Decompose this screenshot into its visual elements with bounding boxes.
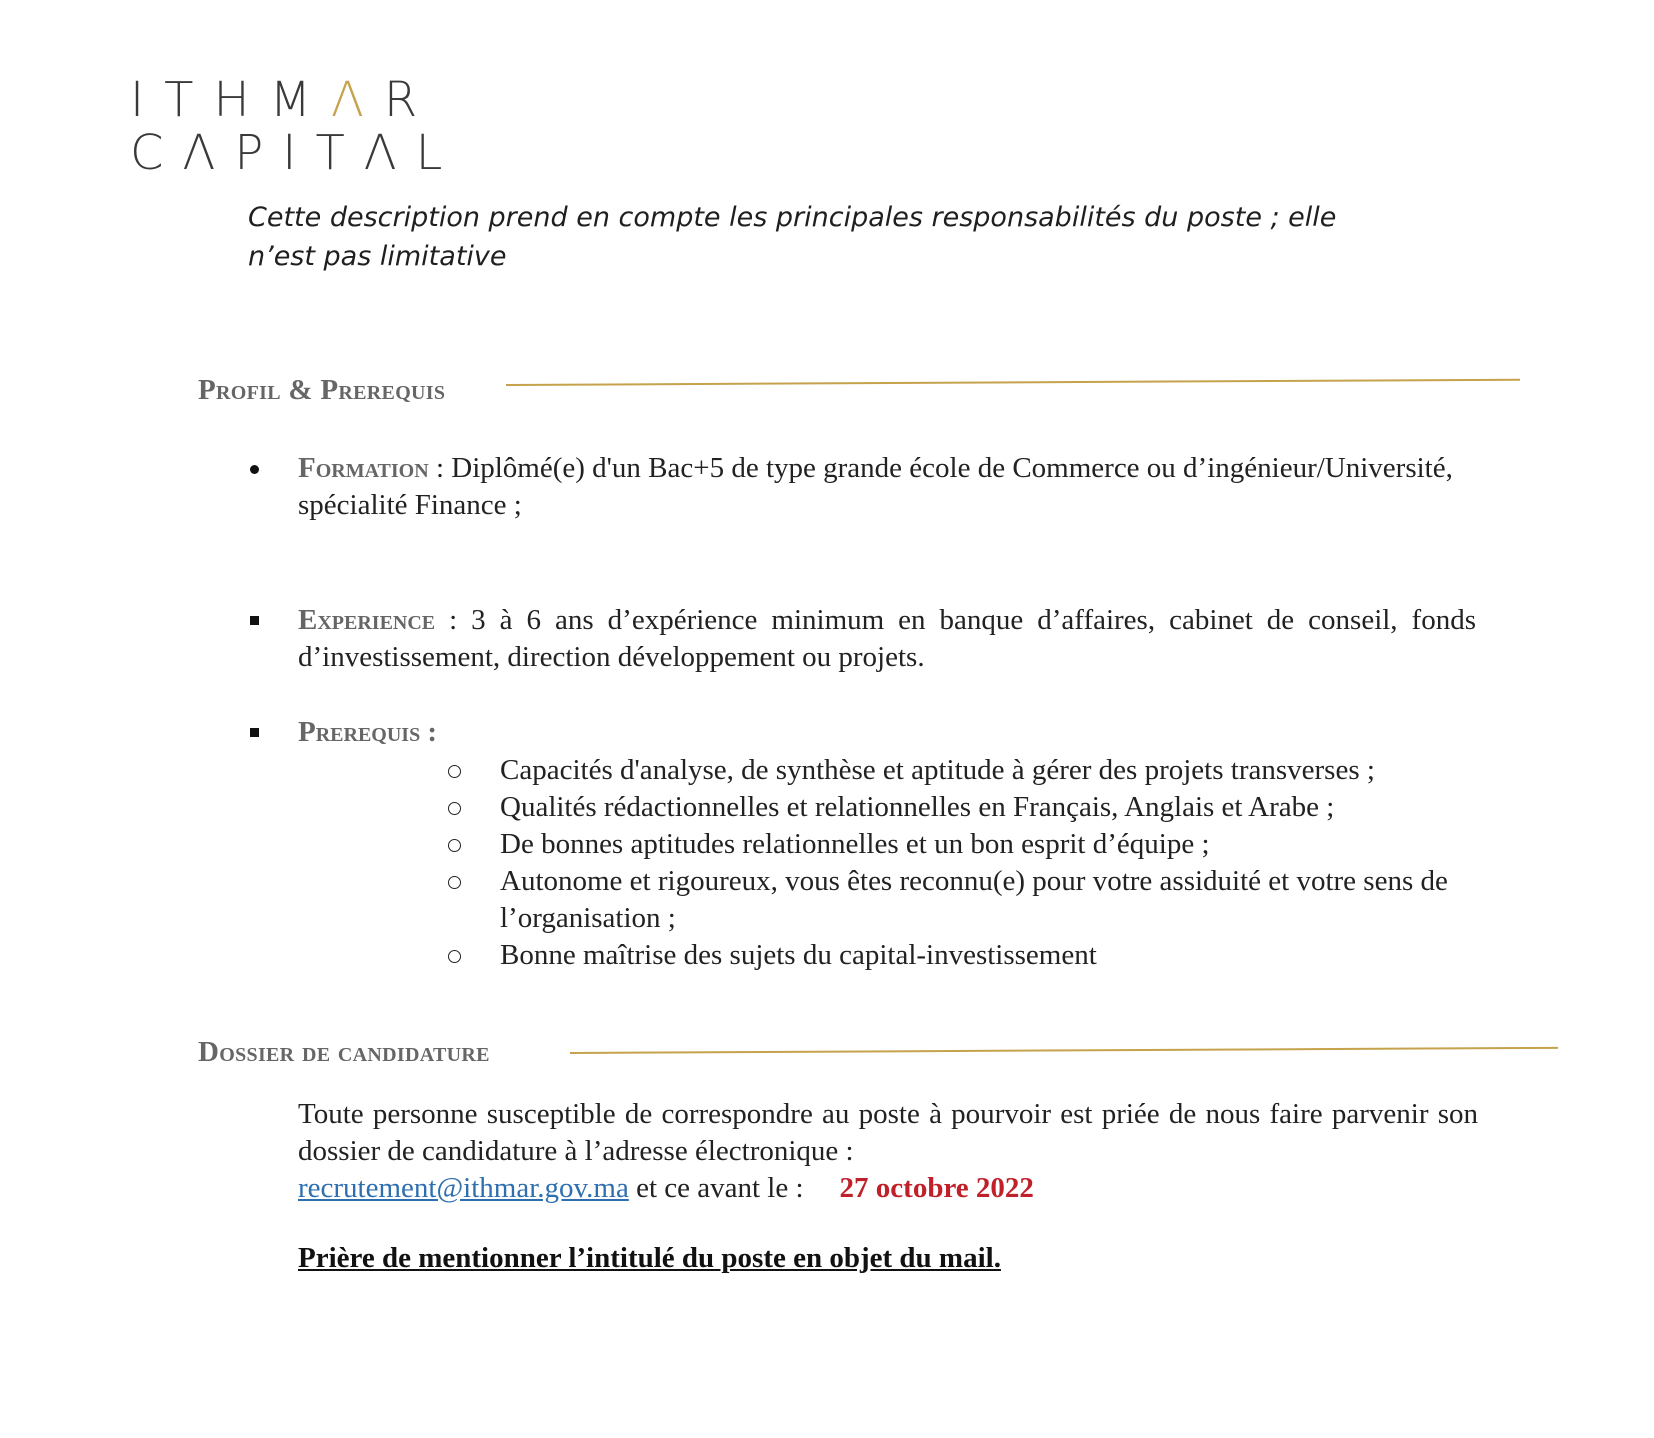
candidature-contact-line [298, 1170, 1478, 1207]
deadline-date: 27 octobre 2022 [839, 1172, 1034, 1204]
ithmar-capital-logo [130, 72, 462, 181]
bullet-experience [246, 602, 1476, 676]
list-item: De bonnes aptitudes relationnelles et un bon esprit d’équipe ; [448, 826, 1478, 863]
prerequis-list [448, 752, 1478, 974]
experience-label: Experience [298, 604, 436, 636]
logo-line-capital: CΛPITΛL [130, 125, 462, 181]
candidature-paragraph: Toute personne susceptible de correspondre au poste à pourvoir est priée de nous faire parvenir son dossier de candidature à l’adresse électronique : [298, 1098, 1478, 1167]
logo-line-ithmar: ITHMΛR [130, 72, 438, 128]
subject-note: Prière de mentionner l’intitulé du poste en objet du mail. [298, 1242, 1001, 1274]
list-item: Capacités d'analyse, de synthèse et aptitude à gérer des projets transverses ; [448, 752, 1478, 789]
hollow-circle-bullet-icon [448, 765, 461, 778]
before-text: et ce avant le : [628, 1172, 804, 1204]
hollow-circle-bullet-icon [448, 950, 461, 963]
section-heading-profil: Profil & Prerequis [198, 374, 446, 406]
formation-text: : Diplômé(e) d'un Bac+5 de type grande école de Commerce ou d’ingénieur/Université, spécialité Finance ; [298, 452, 1453, 521]
bullet-formation [246, 450, 1476, 524]
section-divider-profil [506, 379, 1520, 386]
hollow-circle-bullet-icon [448, 802, 461, 815]
section-heading-dossier: Dossier de candidature [198, 1036, 490, 1068]
intro-description: Cette description prend en compte les principales responsabilités du poste ; elle n’est pas limitative [248, 202, 1337, 272]
list-item: Autonome et rigoureux, vous êtes reconnu(e) pour votre assiduité et votre sens de l’organisation ; [448, 863, 1478, 937]
list-item: Qualités rédactionnelles et relationnelles en Français, Anglais et Arabe ; [448, 789, 1478, 826]
list-item: Bonne maîtrise des sujets du capital-investissement [448, 937, 1478, 974]
section-divider-dossier [570, 1047, 1558, 1054]
hollow-circle-bullet-icon [448, 876, 461, 889]
email-link[interactable]: recrutement@ithmar.gov.ma [298, 1172, 629, 1204]
prerequis-label: Prerequis : [298, 716, 438, 748]
bullet-prerequis [246, 714, 1476, 751]
hollow-circle-bullet-icon [448, 839, 461, 852]
formation-label: Formation [298, 452, 429, 484]
experience-text: : 3 à 6 ans d’expérience minimum en banque d’affaires, cabinet de conseil, fonds d’investissement, direction développement ou projets. [298, 604, 1476, 673]
